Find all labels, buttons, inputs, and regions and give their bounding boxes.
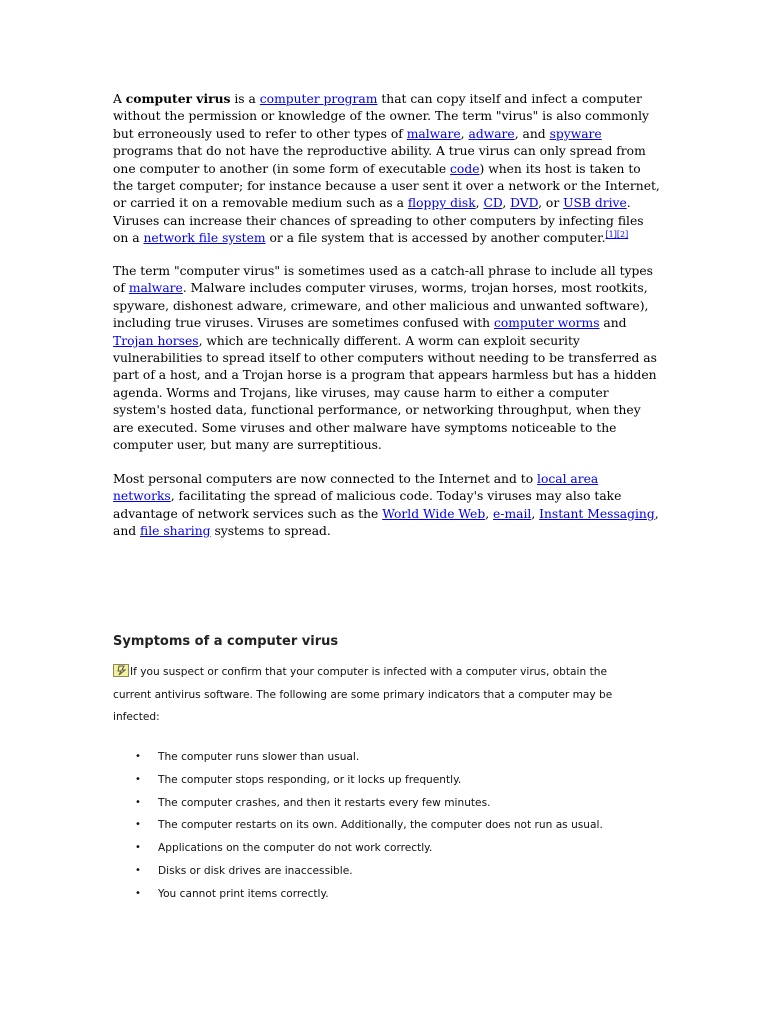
text: systems to spread.	[210, 524, 331, 539]
symptom-list-item	[113, 883, 673, 906]
link-instant-messaging[interactable]: Instant Messaging	[539, 506, 655, 521]
symptom-text: The computer stops responding, or it locks up frequently.	[158, 773, 462, 786]
text: that can copy itself and infect a computer without the permission or knowledge of the owner. The term "virus" is also commonly but erroneously used to refer to other types of	[113, 92, 649, 141]
tip-icon	[113, 664, 129, 677]
text: A	[113, 92, 126, 106]
symptom-list-item	[113, 814, 673, 837]
text: , facilitating the spread of malicious code. Today's viruses may also take advantage of network services such as the	[113, 489, 622, 521]
paragraph-network-spread	[113, 471, 661, 541]
bullet-icon: •	[135, 887, 141, 899]
link-floppy-disk[interactable]: floppy disk	[407, 196, 476, 211]
text: , and	[113, 506, 659, 539]
link-code[interactable]: code	[450, 161, 480, 176]
symptom-list-item	[113, 746, 673, 769]
bullet-icon: •	[135, 864, 141, 876]
paragraph-catch-all-term	[113, 263, 661, 454]
paragraph-virus-definition	[113, 90, 661, 248]
text: or a file system that is accessed by another computer.	[265, 231, 606, 246]
section-heading-symptoms: Symptoms of a computer virus	[113, 634, 339, 649]
intro-text: If you suspect or confirm that your computer is infected with a computer virus, obtain the current antivirus software. The following are some primary indicators that a computer may be infected:	[113, 666, 613, 724]
bullet-icon: •	[135, 773, 141, 785]
bullet-icon: •	[135, 819, 141, 831]
text: , which are technically different. A worm can exploit security vulnerabilities to spread itself to other computers without needing to be transferred as part of a host, and a Trojan horse is a program that appears harmless but has a hidden agenda. Worms and Trojans, like viruses, may cause harm to either a computer system's hosted data, functional performance, or networking throughput, when they are executed. Some viruses and other malware have symptoms noticeable to the computer user, but many are surreptitious.	[113, 333, 657, 453]
link-computer-program[interactable]: computer program	[259, 92, 378, 106]
link-computer-worms[interactable]: computer worms	[493, 316, 600, 331]
text: programs that do not have the reproductive ability. A true virus can only spread from one computer to another (in some form of executable	[113, 144, 646, 176]
reference-link-1[interactable]: [1]	[605, 230, 617, 240]
bullet-icon: •	[135, 842, 141, 854]
text: Most personal computers are now connected to the Internet and to	[113, 472, 538, 486]
link-spyware[interactable]: spyware	[549, 126, 602, 141]
text: ,	[502, 196, 511, 211]
link-adware[interactable]: adware	[468, 126, 515, 141]
link-malware[interactable]: malware	[128, 281, 183, 296]
link-local-area-networks[interactable]: local area networks	[113, 472, 599, 504]
symptom-text: Applications on the computer do not work correctly.	[158, 842, 433, 855]
link-malware[interactable]: malware	[406, 126, 461, 141]
text: ,	[460, 126, 469, 141]
text: . Viruses can increase their chances of spreading to other computers by infecting files on a	[113, 196, 644, 246]
symptoms-list	[113, 746, 673, 906]
bullet-icon: •	[135, 751, 141, 762]
link-trojan-horses[interactable]: Trojan horses	[113, 333, 199, 348]
symptom-text: The computer crashes, and then it restarts every few minutes.	[158, 796, 491, 809]
text: , and	[514, 126, 550, 141]
symptom-text: You cannot print items correctly.	[158, 887, 329, 900]
symptom-list-item	[113, 860, 673, 883]
symptom-text: The computer restarts on its own. Additionally, the computer does not run as usual.	[158, 819, 603, 832]
symptom-list-item	[113, 837, 673, 860]
reference-link-2[interactable]: [2]	[616, 230, 629, 240]
bullet-icon: •	[135, 796, 141, 808]
link-usb-drive[interactable]: USB drive	[563, 196, 627, 211]
link-e-mail[interactable]: e-mail	[493, 506, 532, 521]
link-cd[interactable]: CD	[483, 196, 503, 211]
term-computer-virus: computer virus	[125, 91, 231, 106]
text: . Malware includes computer viruses, worms, trojan horses, most rootkits, spyware, dishonest adware, crimeware, and other malicious and unwanted software), including true viruses. Viruses are sometimes confused with	[113, 281, 649, 331]
link-network-file-system[interactable]: network file system	[143, 231, 266, 246]
text: ,	[475, 196, 484, 211]
text: The term "computer virus" is sometimes used as a catch-all phrase to include all types of	[113, 264, 653, 296]
link-dvd[interactable]: DVD	[510, 196, 539, 211]
text: is a	[230, 92, 260, 106]
text: ,	[485, 506, 494, 521]
link-world-wide-web[interactable]: World Wide Web	[382, 506, 486, 521]
text: and	[599, 316, 627, 331]
symptom-list-item	[113, 769, 673, 792]
symptom-list-item	[113, 792, 673, 815]
symptom-text: The computer runs slower than usual.	[158, 751, 360, 763]
text: ,	[531, 506, 540, 521]
link-file-sharing[interactable]: file sharing	[140, 524, 211, 539]
text: , or	[538, 196, 564, 211]
text: ) when its host is taken to the target computer; for instance because a user sent it over a network or the Internet, or carried it on a removable medium such as a	[113, 161, 660, 211]
symptom-text: Disks or disk drives are inaccessible.	[158, 864, 353, 877]
symptoms-intro	[113, 661, 633, 729]
